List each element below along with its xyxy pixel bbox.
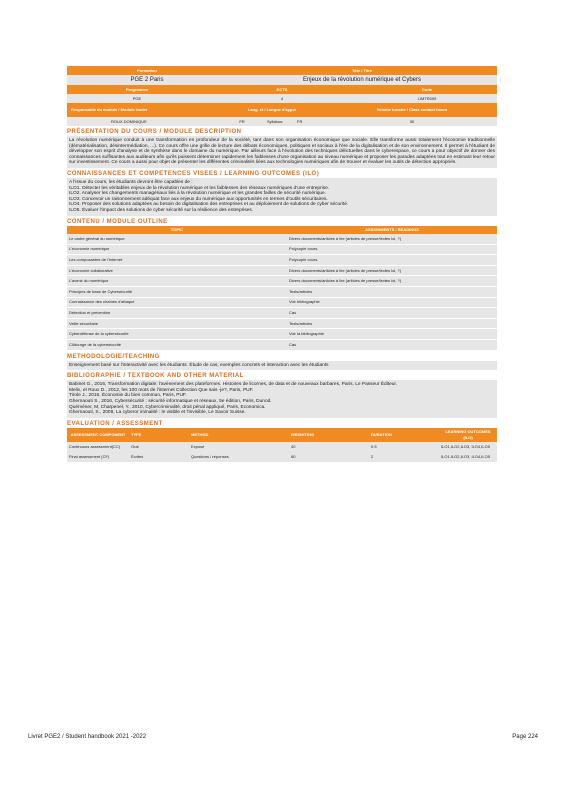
leader-value: ROUX DOMINIQUE bbox=[111, 118, 147, 124]
outline-row bbox=[67, 276, 497, 287]
outline-row bbox=[67, 329, 497, 340]
page-footer bbox=[28, 734, 538, 740]
leader-label: Responsable du module / Module leader bbox=[71, 107, 148, 112]
outline-row bbox=[67, 339, 497, 350]
outcome-item: ILO1. Détecter les véritables enjeux de la révolution numérique et les faiblesses des réseaux numériques d'une entreprise. bbox=[69, 185, 330, 191]
methodology-body bbox=[67, 361, 497, 371]
eval-header-ilo: LEARNING OUTCOMES (ILO) bbox=[439, 428, 497, 442]
evaluation-row bbox=[67, 452, 497, 462]
outline-topic: Le cadre général du numérique bbox=[67, 234, 287, 245]
outline-row bbox=[67, 308, 497, 319]
evaluation-header-row bbox=[67, 428, 497, 442]
outline-topic: L'économie numérique bbox=[67, 244, 287, 255]
leader-label-row bbox=[67, 103, 497, 117]
outcomes-intro: A l'issue du cours, les étudiants devront être capables de : bbox=[69, 179, 193, 185]
outcome-item: ILO4. Proposer des solutions adaptées au besoin de digitalisation des entreprises et au déploiement de solutions de cyber sécurité. bbox=[69, 202, 349, 208]
outline-row bbox=[67, 318, 497, 329]
programme-label-row bbox=[67, 85, 497, 94]
outcomes-body bbox=[67, 178, 497, 216]
outline-reading: Cas bbox=[287, 339, 497, 350]
outline-topic-header: TOPIC bbox=[67, 226, 287, 234]
ects-label: ECTS bbox=[276, 86, 288, 92]
outline-reading: Cas bbox=[287, 308, 497, 319]
outline-reading: Tests/articles bbox=[287, 287, 497, 298]
outline-topic: Connaissance des chaînes d'attaque bbox=[67, 297, 287, 308]
bibliography-item: Melix, et Roux D., 2012, les 100 mots de l'internet Collection Que sais -je?, Paris, PUF. bbox=[69, 387, 254, 393]
outcomes-title: CONNAISSANCES ET COMPETENCES VISEES / LEARNING OUTCOMES (ILO) bbox=[67, 170, 320, 177]
eval-type: Oral bbox=[131, 443, 139, 449]
outline-row bbox=[67, 234, 497, 245]
outline-topic: Veille sécuritaire bbox=[67, 318, 287, 329]
footer-page-number: Page 224 bbox=[512, 734, 538, 740]
programme-value: PGE bbox=[132, 95, 142, 101]
program-name: PGE 2 Paris bbox=[130, 77, 164, 83]
outline-topic: Les composantes de l'Internet bbox=[67, 255, 287, 266]
bibliography-body bbox=[67, 380, 497, 418]
outline-reading: Voir la bibliographie bbox=[287, 329, 497, 340]
eval-header-component: ASSESSMENT COMPONENT bbox=[67, 428, 129, 442]
leader-value-row bbox=[67, 117, 497, 126]
bibliography-item: Babinet G., 2016, Transformation digitale: l'avènement des plateformes. Histoires de licornes, de data et de nouveaux barbares, Paris, Le Passeur Éditeur. bbox=[69, 382, 398, 388]
eval-method: Exposé bbox=[191, 443, 205, 449]
eval-component: Continuous assessment(CC) bbox=[69, 443, 121, 449]
title-label: Title / Titre bbox=[351, 67, 373, 73]
course-title: Enjeux de la révolution numérique et Cybers bbox=[302, 77, 422, 83]
eval-weighting: 60 bbox=[291, 453, 296, 459]
evaluation-title: EVALUATION / ASSESSMENT bbox=[67, 420, 163, 427]
eval-weighting: 40 bbox=[291, 443, 296, 449]
syllabus-value: FR bbox=[297, 118, 303, 124]
syllabus-label: Syllabus: bbox=[267, 118, 284, 124]
eval-header-method: METHOD bbox=[189, 428, 289, 442]
bibliography-item: Tirole J., 2016, Économie du bien commun, Paris, PUF. bbox=[69, 393, 187, 399]
outline-topic: Principes de base de Cybersécurité bbox=[67, 287, 287, 298]
outline-reading: Divers documents/articles à lire (articles de presse/textes loi, ?) bbox=[287, 265, 497, 276]
eval-method: Questions / réponses bbox=[191, 453, 229, 459]
outline-reading: Divers documents/articles à lire (articles de presse/textes loi, ?) bbox=[287, 276, 497, 287]
eval-type: Écrites bbox=[131, 453, 144, 459]
outline-topic: L'avenir du numérique bbox=[67, 276, 287, 287]
bibliography-item: Ghernaouti S., 2016, Cybersécurité : sécurité informatique et réseaux, 5e édition, Paris, Dunod. bbox=[69, 398, 272, 404]
outline-reading: Tests/articles bbox=[287, 318, 497, 329]
evaluation-table bbox=[67, 428, 497, 462]
eval-duration: 0.5 bbox=[371, 443, 377, 449]
language-label: Lang. et / Langue d'appui bbox=[247, 107, 297, 112]
code-value: LIMTR009 bbox=[417, 95, 437, 101]
methodology-text: Enseignement basé sur l'interactivité avec les étudiants. Étude de cas, exemples concrets et interaction avec les étudiants bbox=[69, 362, 329, 368]
bibliography-title: BIBLIOGRAPHIE / TEXTBOOK AND OTHER MATERIAL bbox=[67, 373, 244, 380]
presentation-body bbox=[67, 136, 497, 168]
outline-header-row bbox=[67, 226, 497, 234]
bibliography-item: Quéméner, M, Charpenel, Y., 2010, Cybercriminalité, droit pénal appliqué, Paris, Economica. bbox=[69, 404, 266, 410]
outline-row bbox=[67, 297, 497, 308]
methodology-title: METHODOLOGIE/TEACHING bbox=[67, 353, 160, 360]
outline-topic: Cyberdéfense de la cybersécurité bbox=[67, 329, 287, 340]
header-value-row bbox=[67, 75, 497, 85]
eval-header-duration: DURATION bbox=[369, 428, 439, 442]
outline-readings-header: ASSIGNMENTS / READINGS bbox=[287, 226, 497, 234]
eval-ilo: ILO1,ILO2,ILO3, ILO4,ILO5 bbox=[441, 453, 490, 459]
outline-row bbox=[67, 255, 497, 266]
eval-header-type: TYPE bbox=[129, 428, 189, 442]
bibliography-item: Ghernaouti, S., 2009, La cyberor iminalité : le visible et l'invisible, Le Savoir Suisse. bbox=[69, 410, 246, 416]
outline-reading: Polycopié cours. bbox=[287, 255, 497, 266]
formation-label: Formation bbox=[137, 67, 157, 73]
eval-header-weighting: WEIGHTING bbox=[289, 428, 369, 442]
eval-component: Final assessment (CF) bbox=[69, 453, 110, 459]
outline-topic: L'économie collaborative bbox=[67, 265, 287, 276]
code-label: Code bbox=[422, 86, 432, 92]
hours-label: Volume horaire / Class contact hours bbox=[376, 107, 448, 112]
outline-topic: Détection et prévention bbox=[67, 308, 287, 319]
outline-row bbox=[67, 244, 497, 255]
course-sheet bbox=[67, 66, 497, 462]
outline-reading: Divers documents/articles à lire (articles de presse/textes loi, ?) bbox=[287, 234, 497, 245]
ects-value: 4 bbox=[280, 95, 284, 101]
outcome-item: ILO5. Évaluer l'impact des solutions de cyber sécurité sur la résilience des entreprises. bbox=[69, 207, 254, 213]
header-label-row bbox=[67, 66, 497, 75]
programme-label: Programme bbox=[125, 86, 149, 92]
outline-table bbox=[67, 226, 497, 351]
outline-topic: Clôturage de la cybersécurité bbox=[67, 339, 287, 350]
outline-reading: Voir bibliographie bbox=[287, 297, 497, 308]
footer-handbook: Livret PGE2 / Student handbook 2021 -2022 bbox=[28, 734, 147, 740]
eval-duration: 2 bbox=[371, 453, 374, 459]
presentation-title: PRÉSENTATION DU COURS / MODULE DESCRIPTION bbox=[67, 129, 242, 135]
evaluation-row bbox=[67, 442, 497, 452]
outline-row bbox=[67, 265, 497, 276]
language-value: FR bbox=[239, 118, 245, 124]
outcome-item: ILO2. Analyser les changements managériaux liés à la révolution numérique et les grandes failles de sécurité numérique. bbox=[69, 191, 327, 197]
hours-value: 30 bbox=[409, 118, 415, 124]
outline-row bbox=[67, 287, 497, 298]
outline-title: CONTENU / MODULE OUTLINE bbox=[67, 218, 168, 225]
programme-value-row bbox=[67, 94, 497, 103]
outcome-item: ILO3. Concevoir un raisonnement adéquat face aux enjeux du numérique aux opportunités en termes d'outils sécuritaires. bbox=[69, 196, 328, 202]
outline-reading: Polycopié cours. bbox=[287, 244, 497, 255]
eval-ilo: ILO1,ILO2,ILO3, ILO4,ILO5 bbox=[441, 443, 490, 449]
presentation-text: La révolution numérique conduit à une transformation en profondeur de la société, tant dans son organisation économique que sociale. Elle transforme aussi totalement l'économie traditionnelle (dématérialisation, désintermédiation, ...). Ce cours offre une grille de lecture des débats économiques, politiques et sociaux à l'ère de la digitalisation et de son environnement. Il permet à l'étudiant de développer son esprit d'analyse et de synthèse dans le domaine du numérique. Par ailleurs face à l'évolution des techniques délictuelles dans le cyberespace, ce cours a pour objectif de donner des connaissances suffisantes aux auditeurs afin qu'ils puissent déterminer rapidement les faiblesses d'une organisation au niveau numérique et proposer les parades adaptées tout en estimant leur retour sur investissement. Ce cours a aussi pour objet de présenter les différentes criminalités liées aux technologies numériques afin de trouver et évaluer les outils de détection appropriés. bbox=[69, 138, 495, 166]
